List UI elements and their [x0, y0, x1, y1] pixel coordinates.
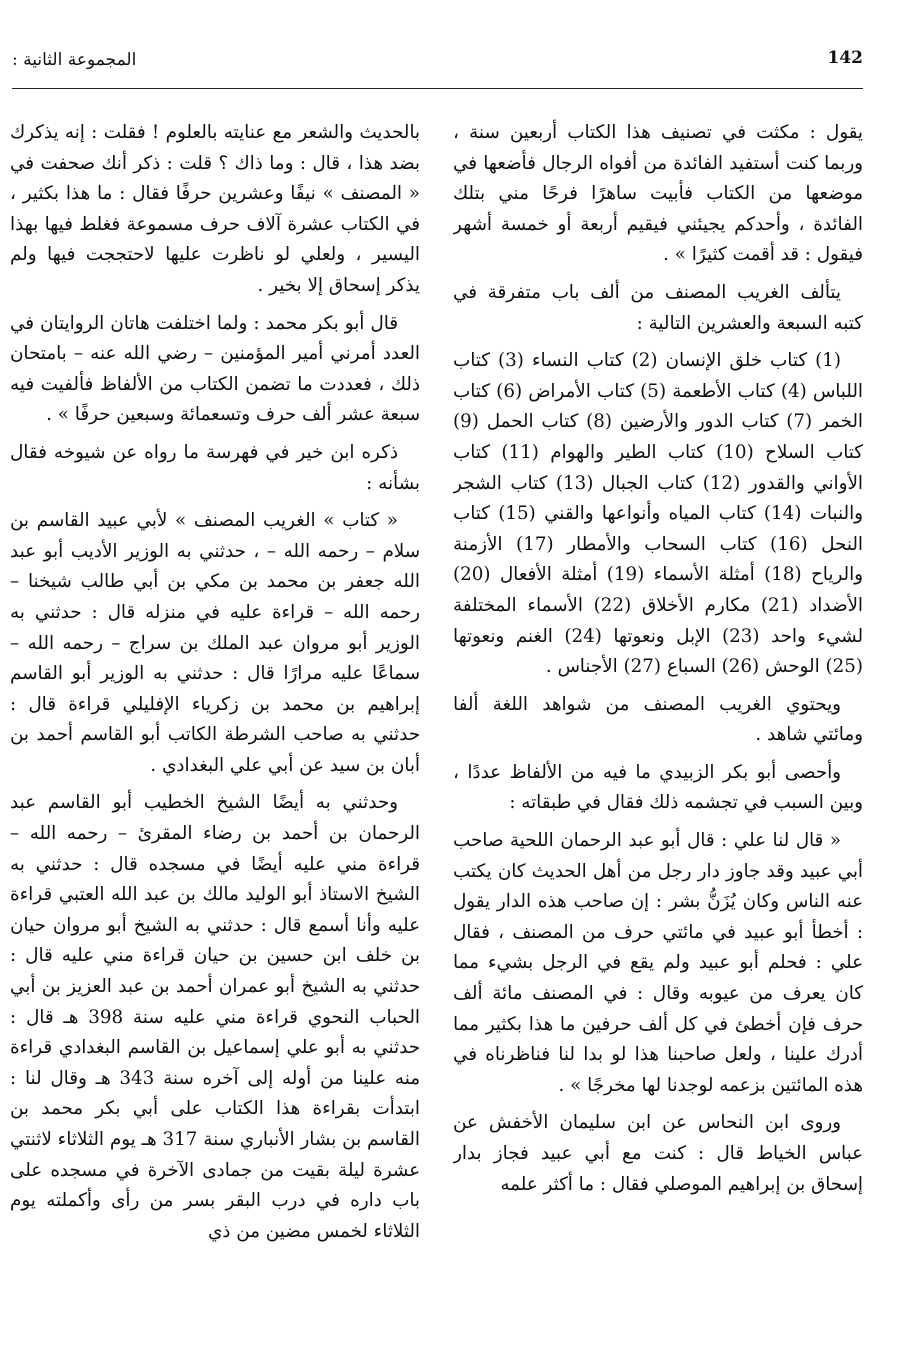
paragraph: قال أبو بكر محمد : ولما اختلفت هاتان الروايتان في العدد أمرني أمير المؤمنين – رضي الله عنه – بامتحان ذلك ، فعددت ما تضمن الكتاب من الألفاظ فألفيت فيه سبعة عشر ألف حرف وتسعمائة وسبعين حرفًا » . — [10, 312, 420, 426]
paragraph: ذكره ابن خير في فهرسة ما رواه عن شيوخه فقال بشأنه : — [10, 441, 420, 494]
book-list-paragraph: (1) كتاب خلق الإنسان (2) كتاب النساء (3) كتاب اللباس (4) كتاب الأطعمة (5) كتاب الأمراض (6) كتاب الخمر (7) كتاب الدور والأرضين (8) كتاب الحمل (9) كتاب السلاح (10) كتاب الطير والهوام (11) كتاب الأواني والقدور (12) كتاب الجبال (13) كتاب الشجر والنبات (14) كتاب المياه وأنواعها والقني (15) كتاب النحل (16) كتاب السحاب والأمطار (17) الأزمنة والرياح (18) أمثلة الأسماء (19) أمثلة الأفعال (20) الأضداد (21) مكارم الأخلاق (22) الأسماء المختلفة لشيء واحد (23) الإبل ونعوتها (24) الغنم ونعوتها (25) الوحش (26) السباع (27) الأجناس . — [453, 350, 863, 678]
right-column — [453, 118, 863, 1354]
page-header — [12, 48, 863, 89]
paragraph: يتألف الغريب المصنف من ألف باب متفرقة في كتبه السبعة والعشرين التالية : — [453, 281, 863, 334]
quotation-paragraph: « كتاب » الغريب المصنف » لأبي عبيد القاسم بن سلام – رحمه الله – ، حدثني به الوزير الأديب أبو عبد الله جعفر بن محمد بن مكي بن أبي طالب شيخنا – رحمه الله – قراءة عليه في منزله قال : حدثني به الوزير أبو مروان عبد الملك بن سراج – رحمه الله – سماعًا عليه مرارًا قال : حدثني به الوزير أبو القاسم إبراهيم بن محمد بن زكرياء الإفليلي قراءة قال : حدثني به صاحب الشرطة الكاتب أبو القاسم أحمد بن أبان بن سيد عن أبي علي البغدادي . — [10, 510, 420, 776]
paragraph: ويحتوي الغريب المصنف من شواهد اللغة ألفا ومائتي شاهد . — [453, 693, 863, 746]
paragraph: بالحديث والشعر مع عنايته بالعلوم ! فقلت : إنه يذكرك بضد هذا ، قال : وما ذاك ؟ قلت : ذكر أنك صحفت في « المصنف » نيفًا وعشرين حرفًا فقال : ما هذا بكثير ، في الكتاب عشرة آلاف حرف مسموعة فغلط فيها بهذا اليسير ، ولعلي لو ناظرت عليها لاحتججت فيها ولم يذكر إسحاق إلا بخير . — [10, 122, 420, 296]
text-body — [10, 118, 863, 1354]
paragraph: وأحصى أبو بكر الزبيدي ما فيه من الألفاظ عددًا ، وبين السبب في تجشمه ذلك فقال في طبقاته : — [453, 761, 863, 814]
quotation-paragraph: « قال لنا علي : قال أبو عبد الرحمان اللحية صاحب أبي عبيد وقد جاوز دار رجل من أهل الحديث كان يكتب عنه الناس وكان يُزَنُّ بشر : إن صاحب هذه الدار يقول : أخطأ أبو عبيد في مائتي حرف من المصنف ، فقال علي : فحلم أبو عبيد ولم يقع في الرجل بشيء مما كان يعرف من عيوبه وقال : في المصنف مائة ألف حرف فإن أخطئ في كل ألف حرفين ما هذا بكثير مما أدرك علينا ، ولعل صاحبنا هذا لو بدا لنا فناظرناه في هذه المائتين بزعمه لوجدنا لها مخرجًا » . — [453, 830, 863, 1096]
page-number: 142 — [827, 48, 863, 68]
paragraph: يقول : مكثت في تصنيف هذا الكتاب أربعين سنة ، وربما كنت أستفيد الفائدة من أفواه الرجال فأضعها في موضعها من الكتاب فأبيت ساهرًا فرحًا مني بتلك الفائدة ، وأحدكم يجيئني فيقيم أربعة أو خمسة أشهر فيقول : قد أقمت كثيرًا » . — [453, 122, 863, 266]
paragraph: وروى ابن النحاس عن ابن سليمان الأخفش عن عباس الخياط قال : كنت مع أبي عبيد فجاز بدار إسحاق بن إبراهيم الموصلي فقال : ما أكثر علمه — [453, 1112, 863, 1195]
paragraph: وحدثني به أيضًا الشيخ الخطيب أبو القاسم عبد الرحمان بن أحمد بن رضاء المقرئ – رحمه الله – قراءة مني عليه أيضًا في مسجده قال : حدثني به الشيخ الاستاذ أبو الوليد مالك بن عبد الله العتبي قراءة عليه وأنا أسمع قال : حدثني به الشيخ أبو مروان حيان بن خلف ابن حسين بن حيان قراءة مني عليه قال : حدثني به الشيخ أبو عمران أحمد بن عبد العزيز بن أبي الحباب النحوي قراءة مني عليه سنة 398 هـ قال : حدثني به أبو علي إسماعيل بن القاسم البغدادي قراءة منه علينا من أوله إلى آخره سنة 343 هـ وقال لنا : ابتدأت بقراءة هذا الكتاب على أبي بكر محمد بن القاسم بن بشار الأنباري سنة 317 هـ يوم الثلاثاء لاثنتي عشرة ليلة بقيت من جمادى الآخرة في مسجده على باب داره في درب البقر بسر من رأى وأكملته يوم الثلاثاء لخمس مضين من ذي — [10, 792, 420, 1242]
running-title: المجموعة الثانية : — [12, 50, 137, 70]
left-column — [10, 118, 420, 1354]
